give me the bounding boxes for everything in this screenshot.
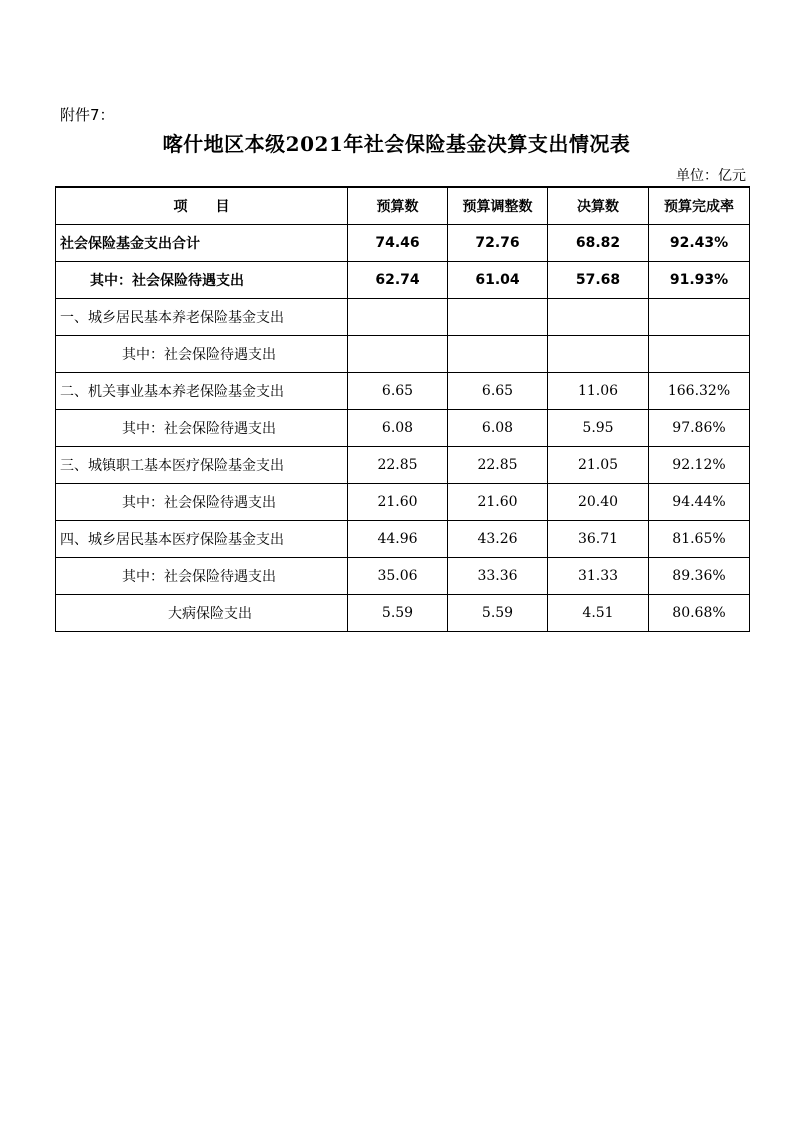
cell-rate: 94.44% <box>649 483 750 520</box>
cell-adjusted: 6.65 <box>448 372 548 409</box>
cell-final: 57.68 <box>548 261 649 298</box>
cell-adjusted: 72.76 <box>448 224 548 261</box>
cell-budget: 44.96 <box>348 520 448 557</box>
row-label: 其中：社会保险待遇支出 <box>56 557 348 594</box>
header-final: 决算数 <box>548 187 649 224</box>
row-label: 其中：社会保险待遇支出 <box>56 483 348 520</box>
table-row <box>56 594 750 631</box>
cell-rate: 91.93% <box>649 261 750 298</box>
expenditure-table <box>55 186 750 632</box>
attachment-label: 附件7： <box>60 106 115 124</box>
table-row <box>56 224 750 261</box>
row-label: 三、城镇职工基本医疗保险基金支出 <box>56 446 348 483</box>
cell-final: 5.95 <box>548 409 649 446</box>
row-label: 一、城乡居民基本养老保险基金支出 <box>56 298 348 335</box>
cell-budget <box>348 335 448 372</box>
table-row <box>56 261 750 298</box>
cell-rate <box>649 335 750 372</box>
cell-adjusted: 43.26 <box>448 520 548 557</box>
cell-final: 68.82 <box>548 224 649 261</box>
cell-budget: 22.85 <box>348 446 448 483</box>
header-budget: 预算数 <box>348 187 448 224</box>
cell-adjusted: 6.08 <box>448 409 548 446</box>
cell-budget: 6.08 <box>348 409 448 446</box>
cell-final: 20.40 <box>548 483 649 520</box>
unit-label: 单位：亿元 <box>676 168 746 184</box>
row-label: 二、机关事业基本养老保险基金支出 <box>56 372 348 409</box>
row-label: 其中：社会保险待遇支出 <box>56 335 348 372</box>
row-label: 四、城乡居民基本医疗保险基金支出 <box>56 520 348 557</box>
table-row <box>56 335 750 372</box>
table-row <box>56 409 750 446</box>
cell-adjusted: 22.85 <box>448 446 548 483</box>
cell-final: 36.71 <box>548 520 649 557</box>
table-row <box>56 520 750 557</box>
row-label: 其中：社会保险待遇支出 <box>56 261 348 298</box>
row-label: 大病保险支出 <box>56 594 348 631</box>
table-header-row <box>56 187 750 224</box>
table-row <box>56 298 750 335</box>
cell-adjusted: 5.59 <box>448 594 548 631</box>
cell-adjusted <box>448 335 548 372</box>
cell-adjusted: 61.04 <box>448 261 548 298</box>
cell-final: 31.33 <box>548 557 649 594</box>
cell-rate <box>649 298 750 335</box>
table-row <box>56 446 750 483</box>
cell-budget <box>348 298 448 335</box>
row-label: 社会保险基金支出合计 <box>56 224 348 261</box>
cell-budget: 74.46 <box>348 224 448 261</box>
cell-budget: 21.60 <box>348 483 448 520</box>
cell-final: 11.06 <box>548 372 649 409</box>
cell-rate: 97.86% <box>649 409 750 446</box>
cell-budget: 35.06 <box>348 557 448 594</box>
page-title: 喀什地区本级2021年社会保险基金决算支出情况表 <box>162 132 631 156</box>
table-row <box>56 372 750 409</box>
cell-rate: 81.65% <box>649 520 750 557</box>
cell-final <box>548 335 649 372</box>
table-row <box>56 483 750 520</box>
cell-adjusted: 33.36 <box>448 557 548 594</box>
cell-rate: 166.32% <box>649 372 750 409</box>
cell-rate: 92.12% <box>649 446 750 483</box>
header-item: 项 目 <box>56 187 348 224</box>
cell-budget: 62.74 <box>348 261 448 298</box>
cell-rate: 89.36% <box>649 557 750 594</box>
cell-budget: 6.65 <box>348 372 448 409</box>
cell-final: 21.05 <box>548 446 649 483</box>
cell-budget: 5.59 <box>348 594 448 631</box>
header-adjusted-budget: 预算调整数 <box>448 187 548 224</box>
row-label: 其中：社会保险待遇支出 <box>56 409 348 446</box>
header-completion-rate: 预算完成率 <box>649 187 750 224</box>
table-row <box>56 557 750 594</box>
cell-adjusted <box>448 298 548 335</box>
cell-final: 4.51 <box>548 594 649 631</box>
cell-rate: 92.43% <box>649 224 750 261</box>
cell-rate: 80.68% <box>649 594 750 631</box>
cell-final <box>548 298 649 335</box>
cell-adjusted: 21.60 <box>448 483 548 520</box>
